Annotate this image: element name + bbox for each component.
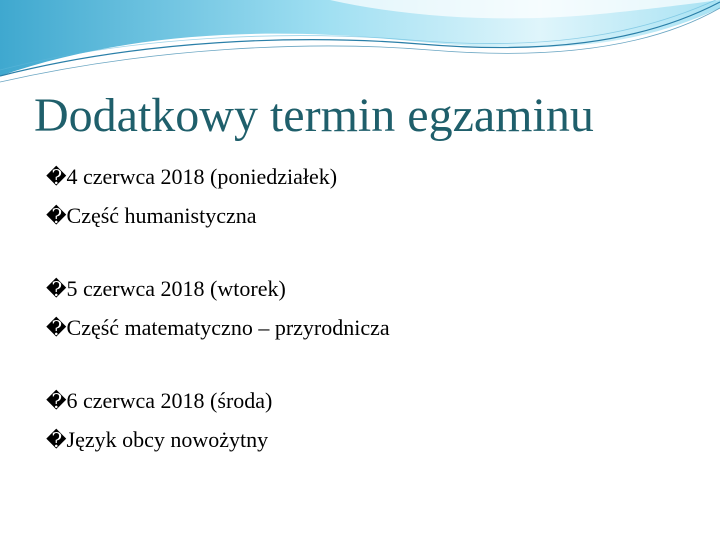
- bullet-marker: �: [46, 391, 67, 413]
- exam-date-line: [46, 382, 686, 421]
- exam-day-group: [46, 270, 686, 348]
- exam-date: 6 czerwca 2018 (środa): [66, 388, 273, 413]
- slide-body: [46, 158, 686, 494]
- slide-title: Dodatkowy termin egzaminu: [34, 89, 594, 142]
- exam-subject-line: [46, 197, 686, 236]
- exam-date: 4 czerwca 2018 (poniedziałek): [66, 164, 338, 189]
- exam-subject-line: [46, 309, 686, 348]
- bullet-marker: �: [46, 279, 67, 301]
- exam-subject: Język obcy nowożytny: [66, 427, 269, 452]
- exam-subject-line: [46, 421, 686, 460]
- exam-date: 5 czerwca 2018 (wtorek): [66, 276, 286, 301]
- bullet-marker: �: [46, 430, 67, 452]
- bullet-marker: �: [46, 318, 67, 340]
- bullet-marker: �: [46, 167, 67, 189]
- exam-subject: Część humanistyczna: [66, 203, 257, 228]
- exam-day-group: [46, 158, 686, 236]
- exam-subject: Część matematyczno – przyrodnicza: [66, 315, 390, 340]
- exam-date-line: [46, 270, 686, 309]
- exam-date-line: [46, 158, 686, 197]
- exam-day-group: [46, 382, 686, 460]
- bullet-marker: �: [46, 206, 67, 228]
